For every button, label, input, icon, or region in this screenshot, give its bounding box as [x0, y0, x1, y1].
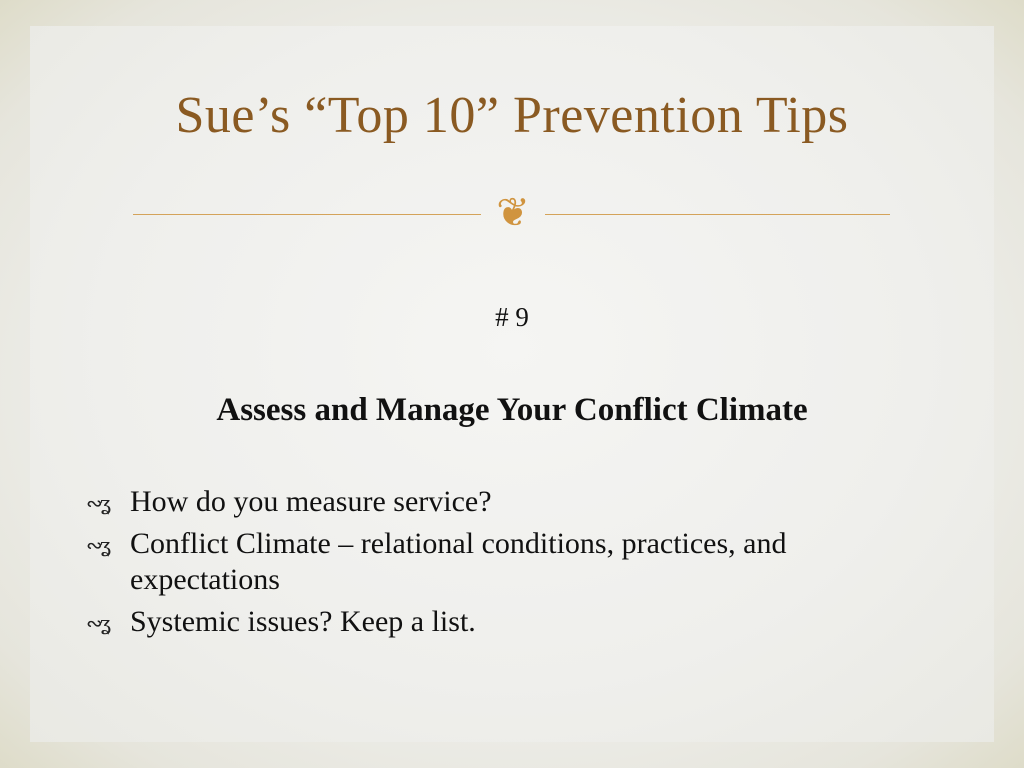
list-item	[86, 526, 926, 598]
curly-bullet-icon: ∾ʓ	[86, 491, 108, 515]
curly-bullet-icon: ∾ʓ	[86, 533, 108, 557]
slide-title: Sue’s “Top 10” Prevention Tips	[175, 87, 849, 144]
bullet-text: Conflict Climate – relational conditions, practices, and expectations	[130, 527, 787, 596]
ornament-icon: ❦	[496, 190, 530, 236]
tip-number: # 9	[495, 302, 529, 332]
title-divider-left	[133, 214, 481, 215]
tip-heading: Assess and Manage Your Conflict Climate	[216, 392, 808, 428]
list-item	[86, 604, 926, 640]
curly-bullet-icon: ∾ʓ	[86, 611, 108, 635]
title-divider-right	[545, 214, 890, 215]
bullet-text: Systemic issues? Keep a list.	[130, 605, 476, 638]
bullet-list	[86, 484, 926, 646]
bullet-text: How do you measure service?	[130, 485, 492, 518]
list-item	[86, 484, 926, 520]
